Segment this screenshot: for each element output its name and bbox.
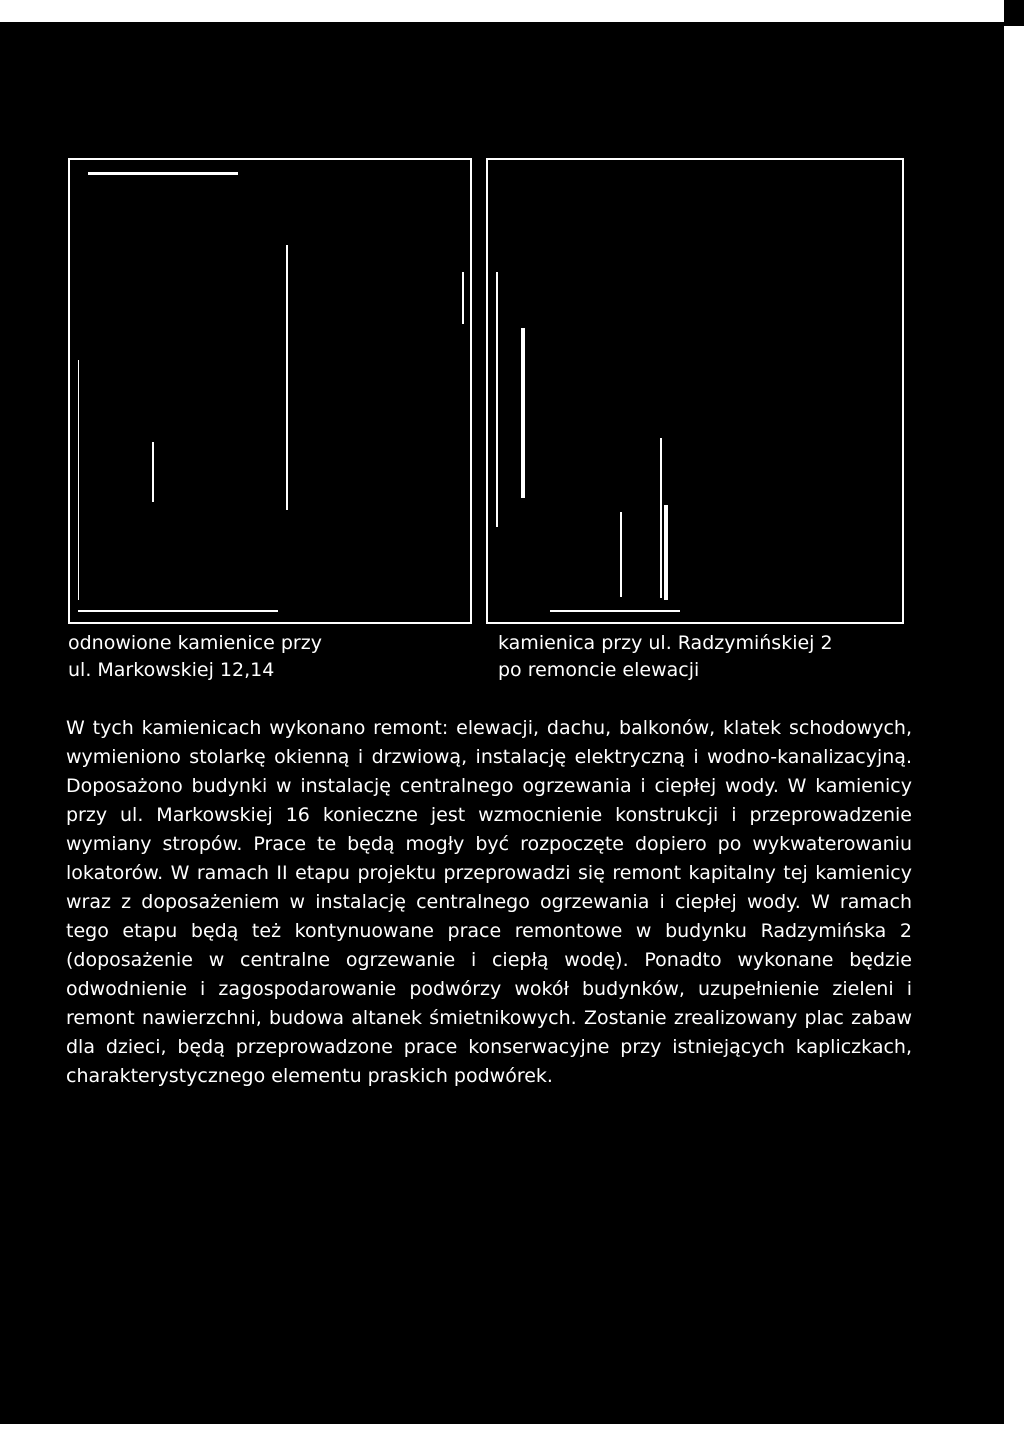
photo-artifact-line — [496, 272, 498, 527]
caption-line: ul. Markowskiej 12,14 — [68, 659, 275, 681]
photo-artifact-line — [88, 172, 238, 175]
scan-border-top — [0, 0, 1024, 22]
photo-caption-left — [68, 630, 322, 684]
scan-border-mark — [1004, 0, 1024, 26]
photo-artifact-line — [664, 505, 668, 600]
caption-line: odnowione kamienice przy — [68, 632, 322, 654]
photo-caption-right — [498, 630, 833, 684]
photo-artifact-line — [660, 438, 662, 598]
photo-artifact-line — [620, 512, 622, 597]
photo-artifact-line — [521, 328, 525, 498]
photo-artifact-line — [78, 610, 278, 612]
caption-line: po remoncie elewacji — [498, 659, 700, 681]
photo-radzyminskiej-kamienica — [486, 158, 904, 624]
photo-artifact-line — [550, 610, 680, 612]
photo-markowskiej-kamienice — [68, 158, 472, 624]
scan-border-right — [1004, 0, 1024, 1444]
photo-artifact-line — [286, 245, 288, 510]
photo-artifact-line — [462, 272, 464, 324]
scan-border-bottom — [0, 1424, 1024, 1444]
caption-line: kamienica przy ul. Radzymińskiej 2 — [498, 632, 833, 654]
photo-artifact-line — [78, 360, 79, 600]
body-paragraph: W tych kamienicach wykonano remont: elewacji, dachu, balkonów, klatek schodowych, wymieniono stolarkę okienną i drzwiową, instalację elektryczną i wodno-kanalizacyjną. Doposażono budynki w instalację centralnego ogrzewania i ciepłej wody. W kamienicy przy ul. Markowskiej 16 konieczne jest wzmocnienie konstrukcji i przeprowadzenie wymiany stropów. Prace te będą mogły być rozpoczęte dopiero po wykwaterowaniu lokatorów. W ramach II etapu projektu przeprowadzi się remont kapitalny tej kamienicy wraz z doposażeniem w instalację centralnego ogrzewania i ciepłej wody. W ramach tego etapu będą też kontynuowane prace remontowe w budynku Radzymińska 2 (doposażenie w centralne ogrzewanie i ciepłą wodę). Ponadto wykonane będzie odwodnienie i zagospodarowanie podwórzy wokół budynków, uzupełnienie zieleni i remont nawierzchni, budowa altanek śmietnikowych. Zostanie zrealizowany plac zabaw dla dzieci, będą przeprowadzone prace konserwacyjne przy istniejących kapliczkach, charakterystycznego elementu praskich podwórek. — [66, 717, 912, 1087]
photo-artifact-line — [152, 442, 154, 502]
